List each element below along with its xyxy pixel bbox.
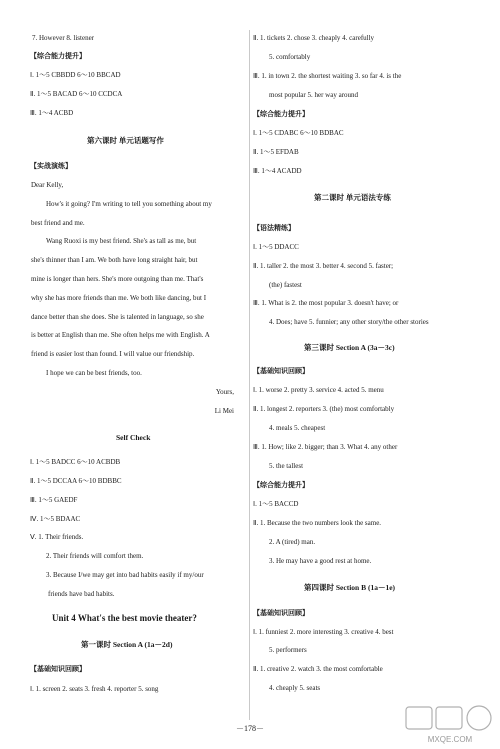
left-line-2: Ⅰ. 1～5 CBBDD 6～10 BBCAD bbox=[30, 71, 121, 79]
left-line-8: How's it going? I'm writing to tell you something about my bbox=[46, 200, 212, 208]
left-line-13: why she has more friends than me. We both like dancing, but I bbox=[31, 294, 207, 302]
right-line-12: (the) fastest bbox=[269, 281, 302, 289]
right-line-30: 5. performers bbox=[269, 646, 307, 654]
right-line-8: 第二课时 单元语法专练 bbox=[314, 193, 391, 202]
right-line-22: 【综合能力提升】 bbox=[253, 481, 309, 489]
svg-text:MXQE.COM: MXQE.COM bbox=[427, 735, 473, 744]
left-line-25: Ⅴ. 1. Their friends. bbox=[30, 533, 84, 541]
right-line-15: 第三课时 Section A (3a－3c) bbox=[304, 343, 395, 352]
left-line-19: Li Mei bbox=[214, 407, 234, 415]
right-line-27: 第四课时 Section B (1a－1e) bbox=[304, 583, 396, 592]
right-line-9: 【语法精练】 bbox=[253, 224, 295, 232]
left-line-23: Ⅲ. 1～5 GAEDF bbox=[30, 496, 78, 504]
right-line-26: 3. He may have a good rest at home. bbox=[269, 557, 372, 565]
left-line-0: 7. However 8. listener bbox=[32, 34, 95, 42]
left-line-26: 2. Their friends will comfort them. bbox=[46, 552, 144, 560]
right-line-13: Ⅲ. 1. What is 2. the most popular 3. doesn't have; or bbox=[253, 299, 399, 307]
left-line-6: 【实战演练】 bbox=[30, 162, 72, 170]
right-line-16: 【基础知识回顾】 bbox=[253, 367, 309, 375]
right-line-4: 【综合能力提升】 bbox=[253, 110, 309, 118]
right-line-17: Ⅰ. 1. worse 2. pretty 3. service 4. acted 5. menu bbox=[253, 386, 384, 394]
left-line-14: dance better than she does. She is talented in language, so she bbox=[31, 313, 204, 321]
left-line-16: friend is easier lost than found. I will value our friendship. bbox=[31, 350, 195, 358]
left-line-7: Dear Kelly, bbox=[31, 181, 64, 189]
watermark-logo bbox=[404, 705, 496, 747]
left-line-15: is better at English than me. She often helps me with English. A bbox=[31, 331, 210, 339]
right-line-29: Ⅰ. 1. funniest 2. more interesting 3. creative 4. best bbox=[253, 628, 394, 636]
column-divider bbox=[249, 30, 250, 720]
right-line-0: Ⅱ. 1. tickets 2. chose 3. cheaply 4. carefully bbox=[253, 34, 375, 42]
right-line-19: 4. meals 5. cheapest bbox=[269, 424, 326, 432]
right-line-10: Ⅰ. 1～5 DDACC bbox=[253, 243, 299, 251]
left-line-27: 3. Because I/we may get into bad habits easily if my/our bbox=[46, 571, 204, 579]
page-number: －178－ bbox=[236, 724, 264, 733]
left-line-22: Ⅱ. 1～5 DCCAA 6～10 BDBBC bbox=[30, 477, 122, 485]
left-line-18: Yours, bbox=[215, 388, 234, 396]
right-line-25: 2. A (tired) man. bbox=[269, 538, 316, 546]
right-line-3: most popular 5. her way around bbox=[269, 91, 359, 99]
left-line-1: 【综合能力提升】 bbox=[30, 52, 86, 60]
left-line-17: I hope we can be best friends, too. bbox=[46, 369, 142, 377]
left-line-21: Ⅰ. 1～5 BADCC 6～10 ACBDB bbox=[30, 458, 121, 466]
left-line-4: Ⅲ. 1～4 ACBD bbox=[30, 109, 74, 117]
right-line-24: Ⅱ. 1. Because the two numbers look the same. bbox=[253, 519, 382, 527]
left-line-28: friends have bad habits. bbox=[48, 590, 115, 598]
left-line-31: 【基础知识回顾】 bbox=[30, 665, 86, 673]
left-line-30: 第一课时 Section A (1a－2d) bbox=[81, 640, 173, 649]
left-line-9: best friend and me. bbox=[31, 219, 85, 227]
right-line-23: Ⅰ. 1～5 BACCD bbox=[253, 500, 299, 508]
right-line-28: 【基础知识回顾】 bbox=[253, 609, 309, 617]
right-line-2: Ⅲ. 1. in town 2. the shortest waiting 3. so far 4. is the bbox=[253, 72, 402, 80]
left-line-29: Unit 4 What's the best movie theater? bbox=[52, 613, 197, 623]
left-line-5: 第六课时 单元话题写作 bbox=[87, 136, 164, 145]
left-line-10: Wang Ruoxi is my best friend. She's as tall as me, but bbox=[46, 237, 197, 245]
right-line-1: 5. comfortably bbox=[269, 53, 311, 61]
left-line-3: Ⅱ. 1～5 BACAD 6～10 CCDCA bbox=[30, 90, 123, 98]
left-line-20: Self Check bbox=[116, 433, 151, 442]
right-line-7: Ⅲ. 1～4 ACADD bbox=[253, 167, 302, 175]
right-line-18: Ⅱ. 1. longest 2. reporters 3. (the) most comfortably bbox=[253, 405, 395, 413]
left-line-11: she's thinner than I am. We both have long straight hair, but bbox=[31, 256, 198, 264]
right-line-11: Ⅱ. 1. taller 2. the most 3. better 4. second 5. faster; bbox=[253, 262, 394, 270]
right-line-21: 5. the tallest bbox=[269, 462, 304, 470]
left-line-24: Ⅳ. 1～5 BDAAC bbox=[30, 515, 81, 523]
right-line-31: Ⅱ. 1. creative 2. watch 3. the most comfortable bbox=[253, 665, 383, 673]
left-line-32: Ⅰ. 1. screen 2. seats 3. fresh 4. reporter 5. song bbox=[30, 685, 159, 693]
right-line-6: Ⅱ. 1～5 EFDAB bbox=[253, 148, 299, 156]
right-line-14: 4. Does; have 5. funnier; any other story/the other stories bbox=[269, 318, 429, 326]
right-line-20: Ⅲ. 1. How; like 2. bigger; than 3. What 4. any other bbox=[253, 443, 398, 451]
left-line-12: mine is longer than hers. She's more outgoing than me. That's bbox=[31, 275, 204, 283]
right-line-32: 4. cheaply 5. seats bbox=[269, 684, 321, 692]
right-line-5: Ⅰ. 1～5 CDABC 6～10 BDBAC bbox=[253, 129, 344, 137]
